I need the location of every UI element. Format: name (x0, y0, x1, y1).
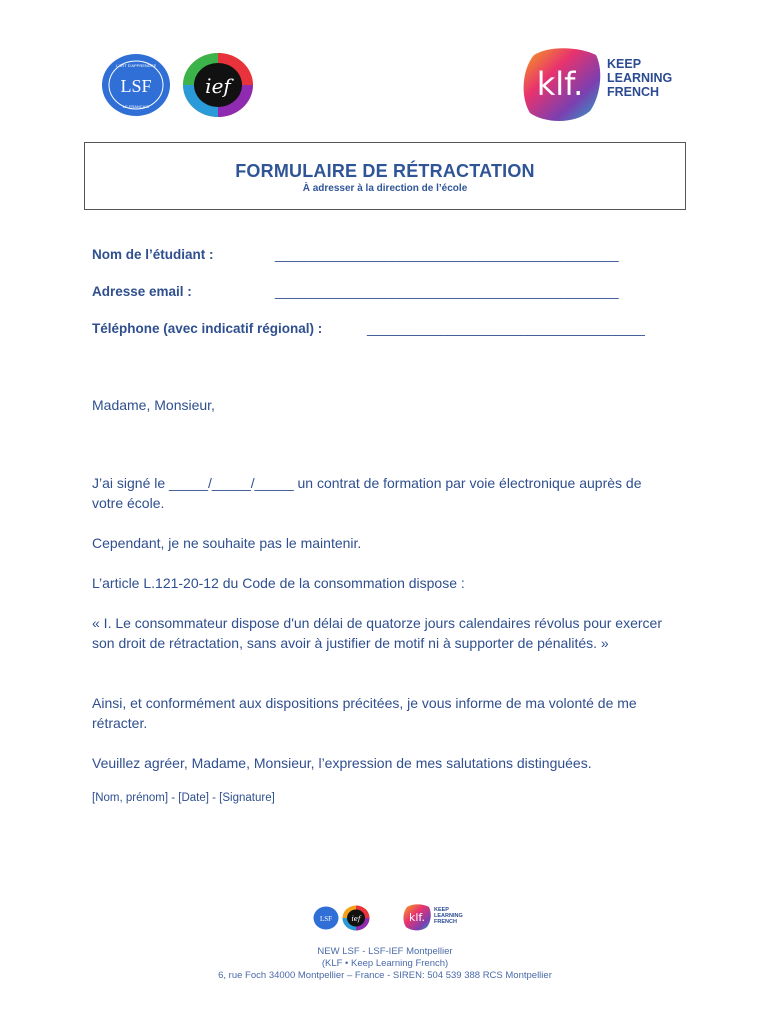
footer-lsf-logo (313, 906, 339, 930)
footer-klf-line1: KEEP (434, 907, 449, 913)
footer-line3: 6, rue Foch 34000 Montpellier – France - SIREN: 504 539 388 RCS Montpellier (218, 970, 552, 981)
svg-text:LE FRANÇAIS: LE FRANÇAIS (122, 104, 150, 109)
svg-text:LSF: LSF (319, 915, 333, 923)
email-field[interactable]: _______________________________________________ (275, 284, 619, 299)
letter-paragraph-quote: « I. Le consommateur dispose d'un délai de quatorze jours calendaires révolus pour exercer son droit de rétractation, sans avoir à justifier de motif ni à supporter de pénalités. » (92, 615, 662, 651)
letter-paragraph-contract: J’ai signé le _____/_____/_____ un contrat de formation par voie électronique auprès de votre école. (92, 475, 642, 511)
lsf-logo (101, 53, 171, 117)
footer-ief-logo (342, 905, 370, 931)
email-label: Adresse email : (92, 284, 192, 299)
letter-paragraph-article: L’article L.121-20-12 du Code de la consommation dispose : (92, 575, 465, 591)
student-name-label: Nom de l’étudiant : (92, 247, 214, 262)
footer-line2: (KLF • Keep Learning French) (321, 958, 449, 969)
letter-paragraph-intent: Cependant, je ne souhaite pas le maintenir. (92, 535, 362, 551)
phone-field[interactable]: ______________________________________ (367, 321, 645, 336)
letter-paragraph-closing: Veuillez agréer, Madame, Monsieur, l’expression de mes salutations distinguées. (92, 755, 592, 771)
ief-logo (182, 52, 254, 118)
footer-klf-line2: LEARNING (434, 913, 463, 919)
student-name-field[interactable]: _______________________________________________ (275, 247, 619, 262)
klf-wordmark (607, 57, 717, 99)
footer-klf-logo (402, 903, 432, 931)
phone-label: Téléphone (avec indicatif régional) : (92, 321, 323, 336)
klf-wordmark-line2: LEARNING (607, 71, 673, 85)
svg-text:L'ART D'APPRENDRE: L'ART D'APPRENDRE (115, 63, 157, 68)
title-box (84, 142, 686, 210)
footer-klf-wordmark (434, 907, 463, 925)
svg-text:ief: ief (351, 915, 361, 923)
klf-wordmark-line1: KEEP (607, 57, 642, 71)
footer-klf-line3: FRENCH (434, 919, 457, 925)
svg-text:LSF: LSF (120, 76, 152, 96)
signature-line: [Nom, prénom] - [Date] - [Signature] (92, 792, 275, 804)
greeting: Madame, Monsieur, (92, 397, 215, 413)
svg-text:klf.: klf. (409, 911, 425, 924)
svg-text:klf.: klf. (536, 65, 584, 103)
klf-wordmark-line3: FRENCH (607, 85, 660, 99)
svg-text:ief: ief (205, 74, 231, 98)
page-subtitle: À adresser à la direction de l’école (302, 183, 468, 194)
page-title: FORMULAIRE DE RÉTRACTATION (235, 161, 535, 181)
footer-address (0, 946, 770, 982)
klf-logo (520, 45, 604, 123)
letter-paragraph-retraction: Ainsi, et conformément aux dispositions précitées, je vous informe de ma volonté de me rétracter. (92, 695, 637, 731)
footer-line1: NEW LSF - LSF-IEF Montpellier (317, 946, 453, 957)
